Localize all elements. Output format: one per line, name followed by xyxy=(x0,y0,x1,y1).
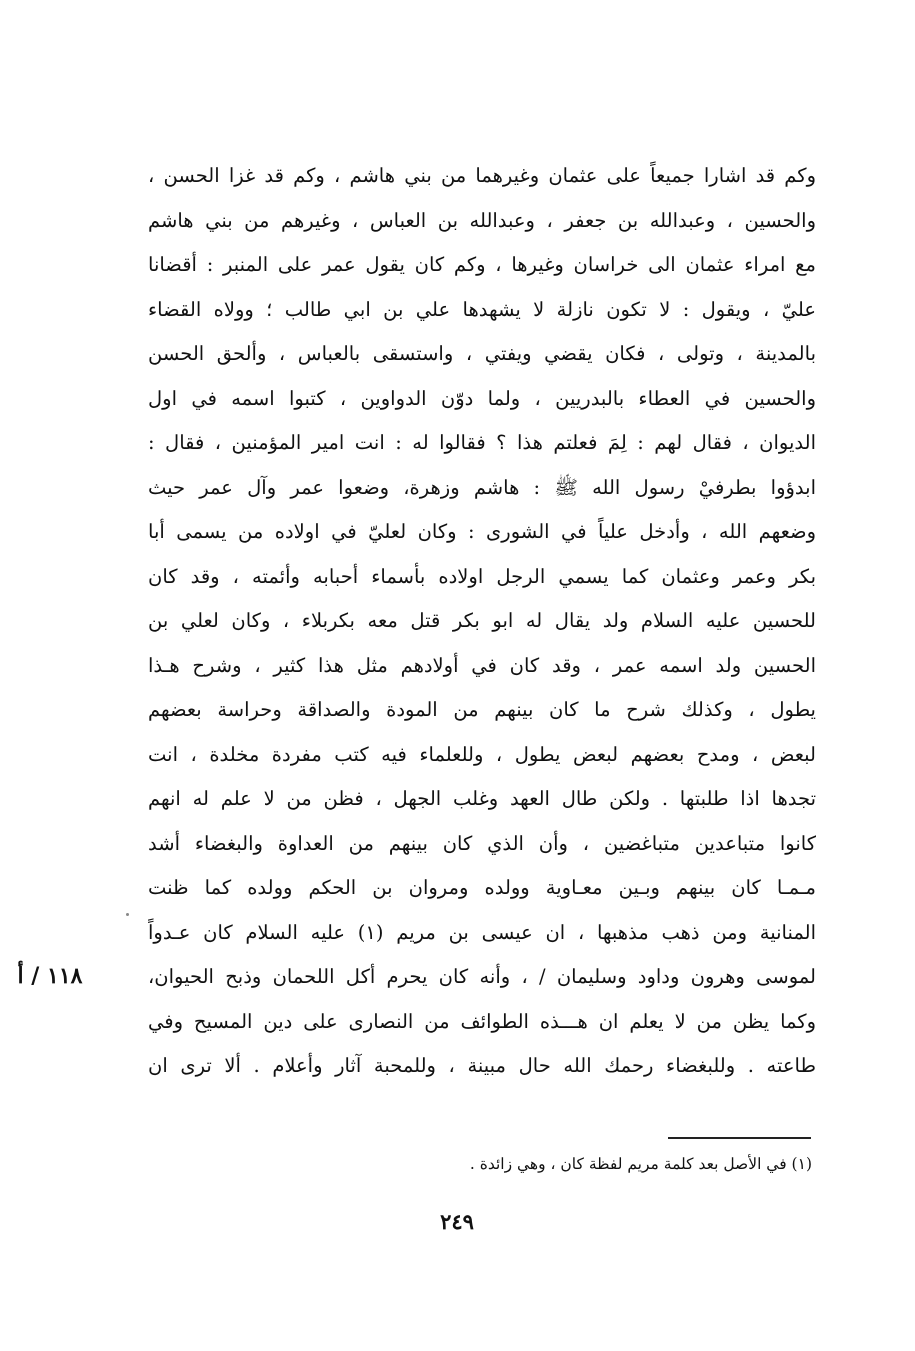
text-line: عليّ ، ويقول : لا تكون نازلة لا يشهدها علي بن ابي طالب ؛ وولاه القضاء xyxy=(148,297,816,321)
text-line: طاعته . وللبغضاء رحمك الله حال مبينة ، وللمحبة آثار وأعلام . ألا ترى ان xyxy=(148,1054,816,1077)
text-line: والحسين في العطاء بالبدريين ، ولما دوّن الدواوين ، كتبوا اسمه في اول xyxy=(148,386,816,410)
text-line: مع امراء عثمان الى خراسان وغيرها ، وكم كان يقول عمر على المنبر : أقضانا xyxy=(148,253,816,276)
text-line: مـمـا كان بينهم وبـين معـاوية وولده ومروان بن الحكم وولده كما ظنت xyxy=(148,876,816,899)
footnote-separator xyxy=(668,1137,811,1139)
text-line: لبعض ، ومدح بعضهم لبعض يطول ، وللعلماء فيه كتب مفردة مخلدة ، انت xyxy=(148,742,816,766)
text-line: وكما يظن من لا يعلم ان هـــذه الطوائف من النصارى على دين المسيح وفي xyxy=(148,1009,816,1033)
main-text-block xyxy=(148,154,816,1089)
page-number: ٢٤٩ xyxy=(440,1209,474,1234)
text-line: وضعهم الله ، وأدخل علياً في الشورى : وكان لعليّ في اولاده من يسمى أبا xyxy=(148,520,816,543)
text-line: للحسين عليه السلام ولد يقال له ابو بكر قتل معه بكربلاء ، وكان لعلي بن xyxy=(148,609,816,632)
text-line: الديوان ، فقال لهم : لِمَ فعلتم هذا ؟ فقالوا له : انت امير المؤمنين ، فقال : xyxy=(148,431,816,454)
text-line: ابدؤوا بطرفيْ رسول الله ﷺ : هاشم وزهرة، وضعوا عمر وآل عمر حيث xyxy=(148,475,816,499)
text-line: يطول ، وكذلك شرح ما كان بينهم من المودة والصداقة وحراسة بعضهم xyxy=(148,698,816,721)
text-line: بالمدينة ، وتولى ، فكان يقضي ويفتي ، واستسقى بالعباس ، وألحق الحسن xyxy=(148,342,816,365)
text-line: تجدها اذا طلبتها . ولكن طال العهد وغلب الجهل ، فظن من لا علم له انهم xyxy=(148,787,816,810)
manuscript-folio-note: ١١٨ / أ xyxy=(17,963,83,989)
text-line: كانوا متباعدين متباغضين ، وأن الذي كان بينهم من العداوة والبغضاء أشد xyxy=(148,831,816,855)
footnote: (١) في الأصل بعد كلمة مريم لفظة كان ، وهي زائدة . xyxy=(469,1155,812,1173)
text-line: المنانية ومن ذهب مذهبها ، ان عيسى بن مريم (١) عليه السلام كان عـدواً xyxy=(148,920,816,944)
text-line: لموسى وهرون وداود وسليمان / ، وأنه كان يحرم أكل اللحمان وذبح الحيوان، xyxy=(148,965,816,988)
scan-speck xyxy=(126,913,129,916)
text-line: بكر وعمر وعثمان كما يسمي الرجل اولاده بأسماء أحبابه وأئمته ، وقد كان xyxy=(148,564,816,588)
text-line: الحسين ولد اسمه عمر ، وقد كان في أولادهم مثل هذا كثير ، وشرح هـذا xyxy=(148,653,816,677)
text-line: وكم قد اشارا جميعاً على عثمان وغيرهما من بني هاشم ، وكم قد غزا الحسن ، xyxy=(148,164,816,187)
text-line: والحسين ، وعبدالله بن جعفر ، وعبدالله بن العباس ، وغيرهم من بني هاشم xyxy=(148,208,816,232)
